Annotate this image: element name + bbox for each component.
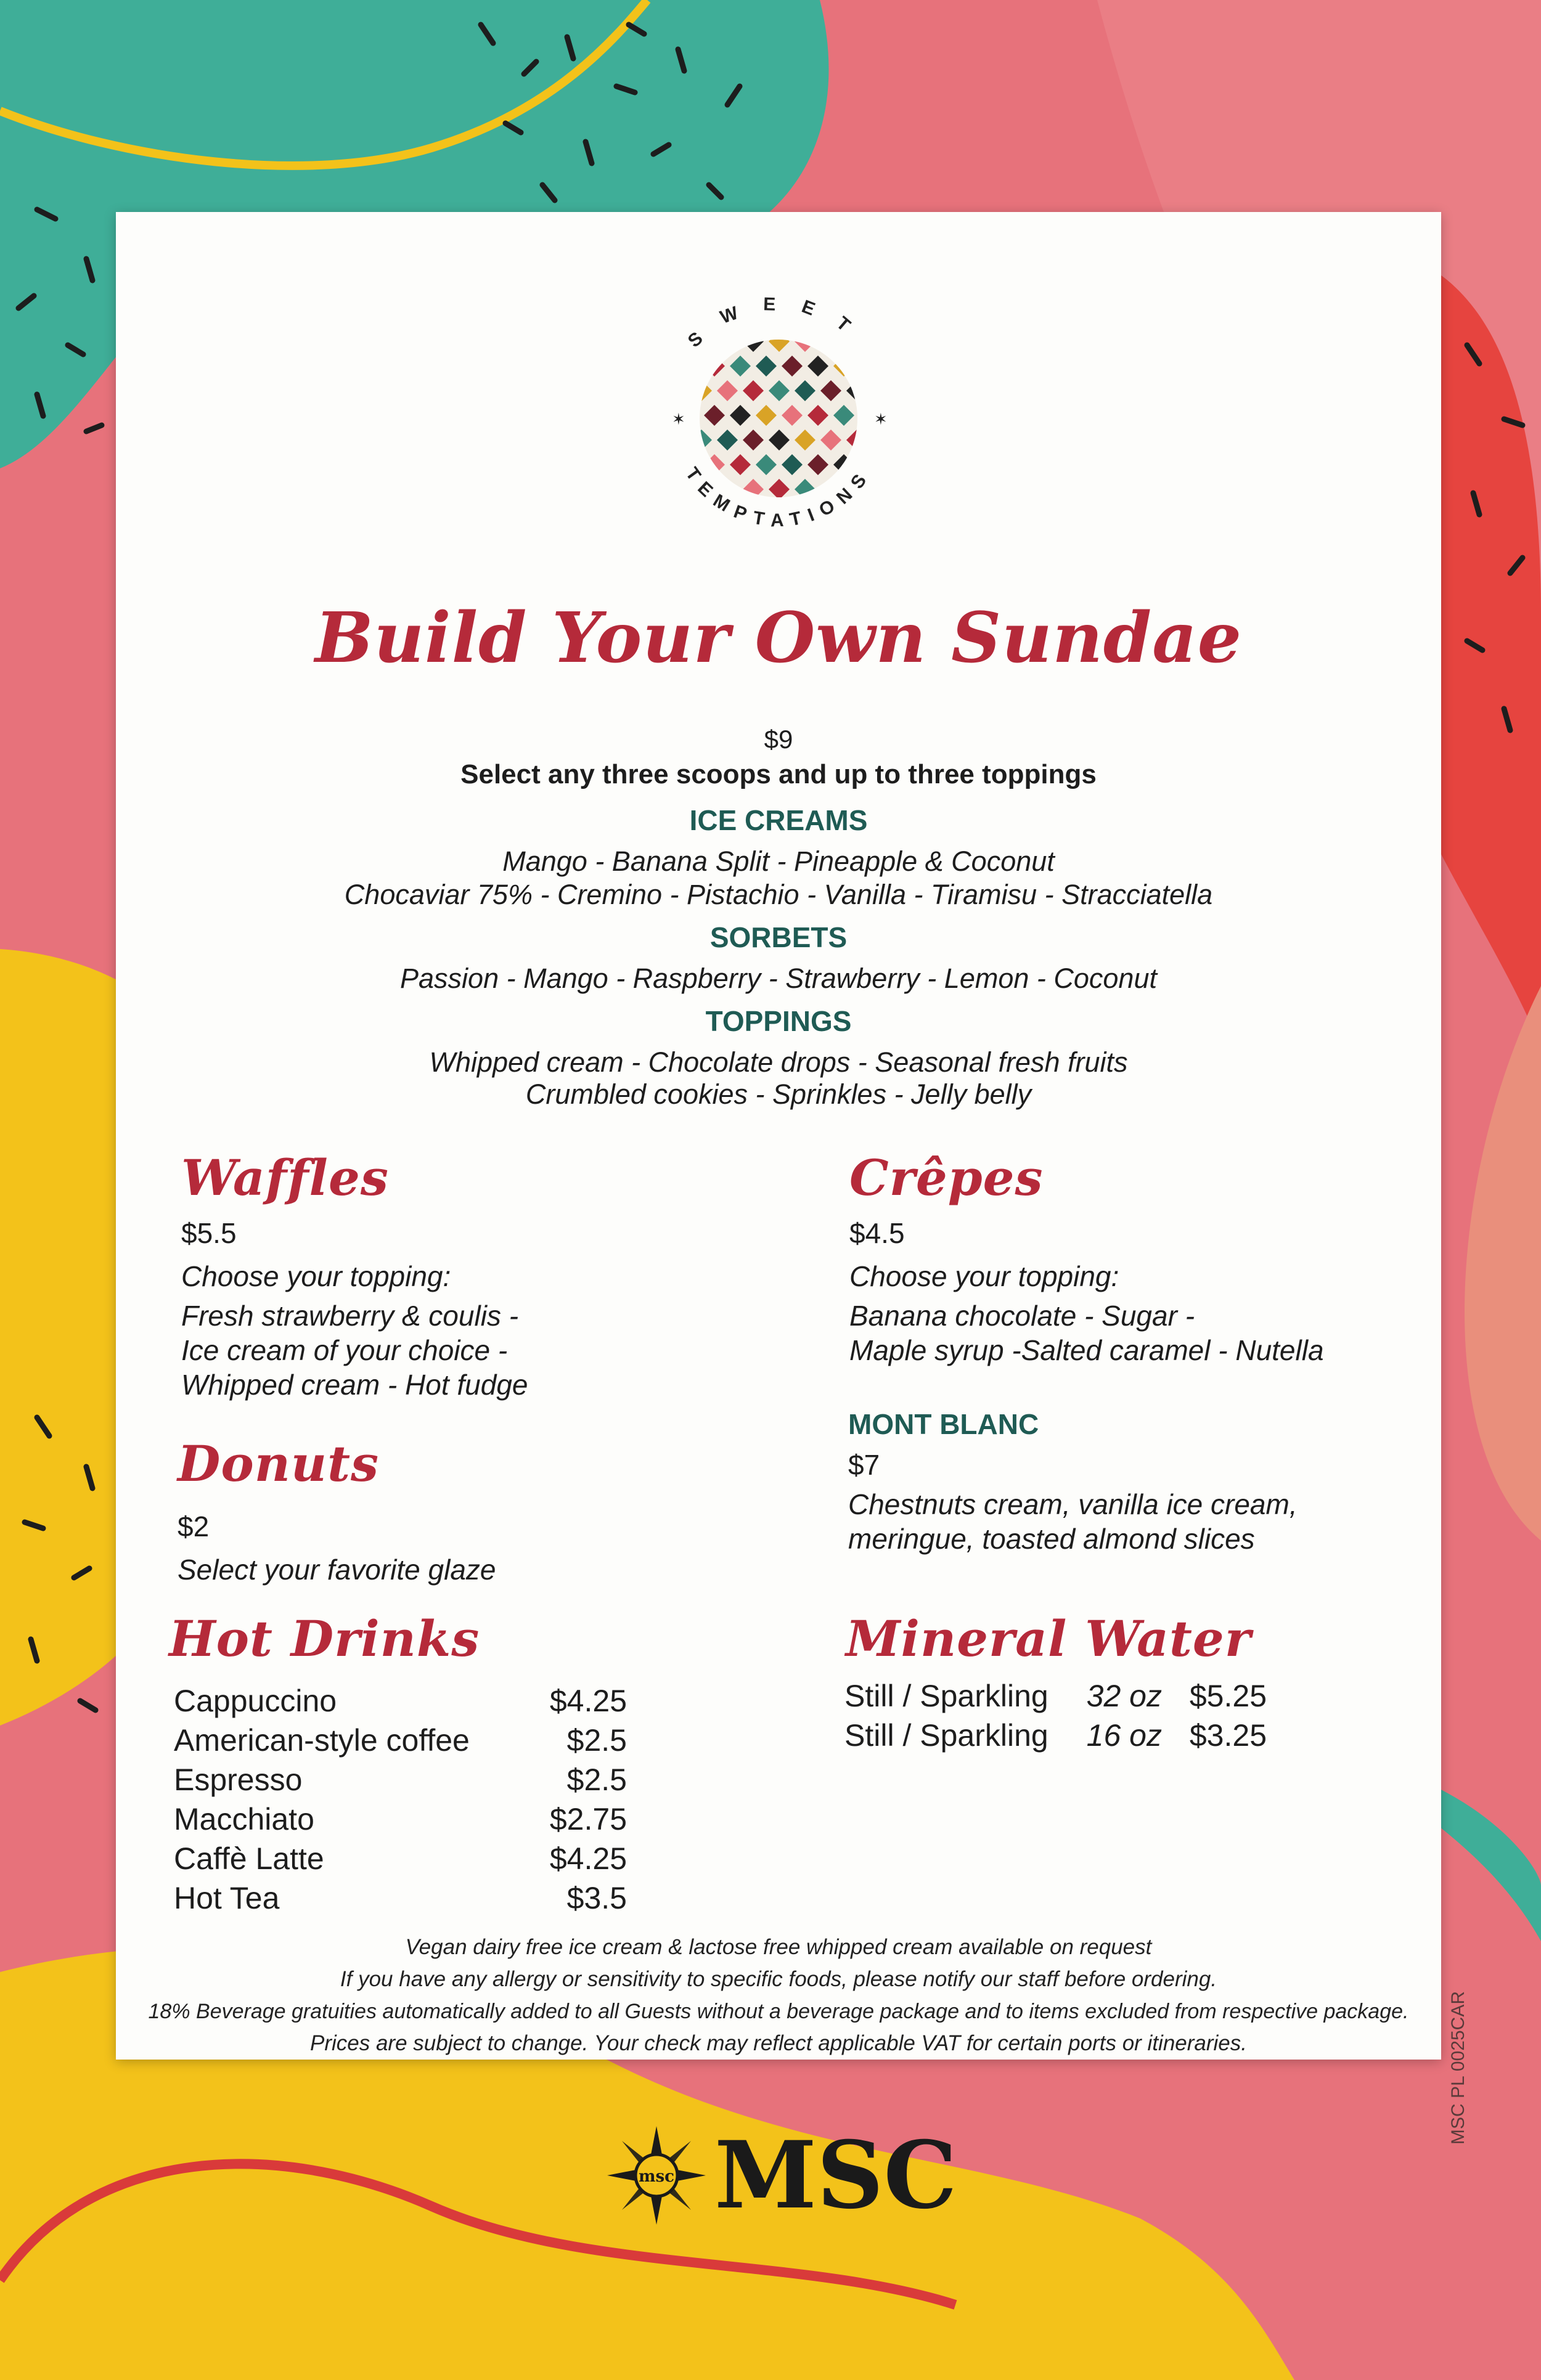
sundae-subtitle: Select any three scoops and up to three toppings (460, 759, 1097, 789)
item-name: American-style coffee (174, 1723, 470, 1758)
msc-wordmark: MSC (714, 2121, 957, 2230)
sorbets-heading: SORBETS (709, 921, 848, 953)
hot-drinks-title: Hot Drinks (169, 1610, 480, 1668)
footer-note-3: 18% Beverage gratuities automatically added to all Guests without a beverage package and to items excluded from respective package. (148, 2000, 1409, 2023)
mont-blanc-line-2: meringue, toasted almond slices (848, 1523, 1255, 1555)
menu-card (116, 212, 1441, 2060)
sundae-title: Build Your Own Sundae (314, 598, 1243, 679)
svg-text:✶: ✶ (672, 410, 685, 428)
logo-bottom-word: TEMPTATIONS (681, 463, 876, 531)
compass-rose-icon (607, 2126, 706, 2225)
mont-blanc-line-1: Chestnuts cream, vanilla ice cream, (848, 1488, 1298, 1520)
item-price: $2.5 (566, 1723, 627, 1758)
waffles-line-3: Whipped cream - Hot fudge (181, 1369, 528, 1401)
crepes-line-1: Banana chocolate - Sugar - (849, 1300, 1195, 1332)
mont-blanc-heading: MONT BLANC (848, 1408, 1039, 1440)
footer-note-4: Prices are subject to change. Your check may reflect applicable VAT for certain ports or itineraries. (310, 2031, 1247, 2055)
list-item (174, 1799, 729, 1839)
list-item (844, 1676, 1267, 1716)
mineral-water-title: Mineral Water (846, 1610, 1251, 1668)
msc-brand (607, 2121, 957, 2230)
toppings-line-2: Crumbled cookies - Sprinkles - Jelly belly (525, 1078, 1032, 1110)
waffles-prompt: Choose your topping: (181, 1260, 451, 1292)
item-name: Caffè Latte (174, 1841, 324, 1876)
list-item (174, 1839, 729, 1878)
footer-note-1: Vegan dairy free ice cream & lactose free whipped cream available on request (405, 1935, 1152, 1959)
ice-creams-heading: ICE CREAMS (689, 804, 868, 836)
item-name: Espresso (174, 1763, 303, 1797)
item-price: $5.25 (1189, 1679, 1267, 1713)
ice-creams-line-2: Chocaviar 75% - Cremino - Pistachio - Vanilla - Tiramisu - Stracciatella (344, 879, 1213, 910)
item-price: $2.5 (566, 1763, 627, 1797)
toppings-heading: TOPPINGS (705, 1005, 852, 1037)
toppings-line-1: Whipped cream - Chocolate drops - Seasonal fresh fruits (429, 1046, 1128, 1078)
list-item (174, 1721, 729, 1760)
waffles-line-2: Ice cream of your choice - (181, 1334, 508, 1366)
list-item (844, 1716, 1267, 1755)
sundae-price: $9 (764, 725, 793, 754)
crepes-line-2: Maple syrup -Salted caramel - Nutella (849, 1334, 1324, 1366)
waffles-line-1: Fresh strawberry & coulis - (181, 1300, 519, 1332)
item-price: $4.25 (549, 1841, 627, 1876)
hot-drinks-list (174, 1681, 729, 1918)
sweet-temptations-logo (634, 274, 923, 563)
item-price: $3.5 (566, 1881, 627, 1915)
donuts-price: $2 (178, 1510, 210, 1543)
logo-top-word: SWEET (684, 294, 873, 352)
item-size: 32 oz (1086, 1679, 1162, 1713)
item-name: Still / Sparkling (844, 1718, 1048, 1753)
list-item (174, 1878, 729, 1918)
list-item (174, 1760, 729, 1799)
donuts-title: Donuts (178, 1435, 380, 1493)
list-item (174, 1681, 729, 1721)
item-name: Macchiato (174, 1802, 314, 1836)
waffles-title: Waffles (181, 1149, 389, 1207)
crepes-prompt: Choose your topping: (849, 1260, 1119, 1292)
footer-note-2: If you have any allergy or sensitivity to specific foods, please notify our staff before ordering. (340, 1967, 1217, 1991)
emblem-text: msc (639, 2167, 674, 2186)
waffles-price: $5.5 (181, 1217, 237, 1249)
donuts-desc: Select your favorite glaze (178, 1554, 496, 1586)
crepes-price: $4.5 (849, 1217, 905, 1249)
item-name: Still / Sparkling (844, 1679, 1048, 1713)
item-name: Hot Tea (174, 1881, 280, 1915)
item-name: Cappuccino (174, 1684, 337, 1718)
mont-blanc-price: $7 (848, 1449, 880, 1481)
item-price: $4.25 (549, 1684, 627, 1718)
item-size: 16 oz (1086, 1718, 1162, 1753)
product-code: MSC PL 0025CAR (1448, 1991, 1468, 2145)
crepes-title: Crêpes (849, 1149, 1044, 1207)
item-price: $2.75 (549, 1802, 627, 1836)
svg-text:✶: ✶ (874, 410, 888, 428)
ice-creams-line-1: Mango - Banana Split - Pineapple & Coconut (502, 846, 1055, 877)
item-price: $3.25 (1189, 1718, 1267, 1753)
mineral-water-list (844, 1676, 1267, 1755)
sorbets-line: Passion - Mango - Raspberry - Strawberry - Lemon - Coconut (400, 963, 1157, 994)
